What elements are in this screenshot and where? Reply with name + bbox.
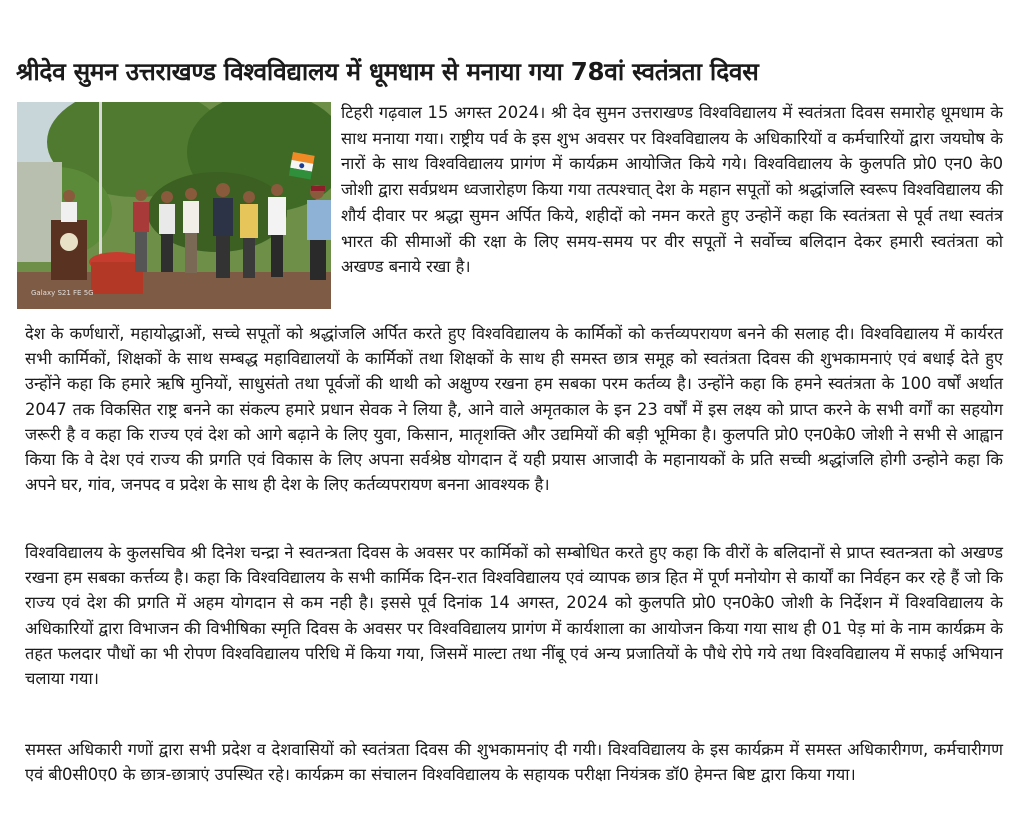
flag-hoisting-ceremony-photo	[17, 102, 331, 309]
article-paragraph-1: टिहरी गढ़वाल 15 अगस्त 2024। श्री देव सुमन उत्तराखण्ड विश्वविद्यालय में स्वतंत्रता दिवस समारोह धूमधाम के साथ मनाया गया। राष्ट्रीय पर्व के इस शुभ अवसर पर विश्वविद्यालय के अधिकारियों व कर्मचारियों द्वारा जयघोष के नारों के साथ विश्वविद्यालय प्रागंण में कार्यक्रम आयोजित किये गये। विश्वविद्यालय के कुलपति प्रो0 एन0 के0 जोशी द्वारा सर्वप्रथम ध्वजारोहण किया गया तत्पश्चात् देश के महान सपूतों को श्रद्धांजलि स्वरूप विश्वविद्यालय की शौर्य दीवार पर श्रद्धा सुमन अर्पित किये, शहीदों को नमन करते हुए उन्होनें कहा कि स्वतंत्रता से पूर्व तथा स्वतंत्र भारत की सीमाओं की रक्षा के लिए समय-समय पर वीर सपूतों ने सर्वोच्च बलिदान देकर हमारी स्वतंत्रता को अखण्ड बनाये रखा है।	[341, 103, 1003, 277]
article-paragraph-4: समस्त अधिकारी गणों द्वारा सभी प्रदेश व देशवासियों को स्वतंत्रता दिवस की शुभकामनांए दी गयी। विश्वविद्यालय के इस कार्यक्रम में समस्त अधिकारीगण, कर्मचारीगण एवं बी0सी0ए0 के छात्र-छात्राएं उपस्थित रहे। कार्यक्रम का संचालन विश्वविद्यालय के सहायक परीक्षा नियंत्रक डॉ0 हेमन्त बिष्ट द्वारा किया गया।	[25, 740, 1003, 785]
camera-watermark: Galaxy S21 FE 5G	[31, 289, 94, 297]
article-paragraph-3: विश्वविद्यालय के कुलसचिव श्री दिनेश चन्द्रा ने स्वतन्त्रता दिवस के अवसर पर कार्मिकों को सम्बोधित करते हुए कहा कि वीरों के बलिदानों से प्राप्त स्वतन्त्रता को अखण्ड रखना हम सबका कर्त्तव्य है। कहा कि विश्वविद्यालय के सभी कार्मिक दिन-रात विश्वविद्यालय एवं व्यापक छात्र हित में पूर्ण मनोयोग से कार्यों का निर्वहन कर रहे हैं जो कि राज्य एवं देश की प्रगति में अहम योगदान से कम नही है। इससे पूर्व दिनांक 14 अगस्त, 2024 को कुलपति प्रो0 एन0के0 जोशी के निर्देशन में विश्वविद्यालय के अधिकारियों द्वारा विभाजन की विभीषिका स्मृति दिवस के अवसर पर विश्वविद्यालय प्रागंण में कार्यशाला का आयोजन किया गया साथ ही 01 पेड़ मां के नाम कार्यक्रम के तहत फलदार पौधों का भी रोपण विश्वविद्यालय परिधि में किया गया, जिसमें माल्टा तथा नींबू एवं अन्य प्रजातियों के पौधे रोपे गये तथा विश्वविद्यालय में सफाई अभियान चलाया गया।	[25, 543, 1003, 689]
article-headline: श्रीदेव सुमन उत्तराखण्ड विश्वविद्यालय में धूमधाम से मनाया गया 78वां स्वतंत्रता दिवस	[16, 57, 759, 86]
article-paragraph-2: देश के कर्णधारों, महायोद्धाओं, सच्चे सपूतों को श्रद्धांजलि अर्पित करते हुए विश्वविद्यालय के कार्मिकों को कर्त्तव्यपरायण बनने की सलाह दी। विश्वविद्यालय में कार्यरत सभी कार्मिकों, शिक्षकों के साथ सम्बद्ध महाविद्यालयों के कार्मिकों तथा शिक्षकों के साथ ही समस्त छात्र समूह को स्वतंत्रता दिवस की शुभकामनाएं एवं बधाई देते हुए उन्होंने कहा कि हमारे ऋषि मुनियों, साधुसंतो तथा पूर्वजों की थाथी को अक्षुण्य रखना हम सबका परम कर्तव्य है। उन्होंने कहा कि हमने स्वतंत्रता के 100 वर्षों अर्थात 2047 तक विकसित राष्ट्र बनने का संकल्प हमारे प्रधान सेवक ने लिया है, आने वाले अमृतकाल के इन 23 वर्षों में इस लक्ष्य को प्राप्त करने के सभी वर्गों का सहयोग जरूरी है व कहा कि राज्य एवं देश को आगे बढ़ाने के लिए युवा, किसान, मातृशक्ति और उद्यमियों की बड़ी भूमिका है। कुलपति प्रो0 एन0के0 जोशी ने सभी से आह्वान किया कि वे देश एवं राज्य की प्रगति एवं विकास के लिए अपना सर्वश्रेष्ठ योगदान दें यही प्रयास आजादी के महानायकों के प्रति सच्ची श्रद्धांजलि होगी उन्होने कहा कि अपने घर, गांव, जनपद व प्रदेश के साथ ही देश के लिए कर्तव्यपरायण बनना आवश्यक है।	[25, 324, 1003, 495]
article-photo	[17, 102, 331, 309]
